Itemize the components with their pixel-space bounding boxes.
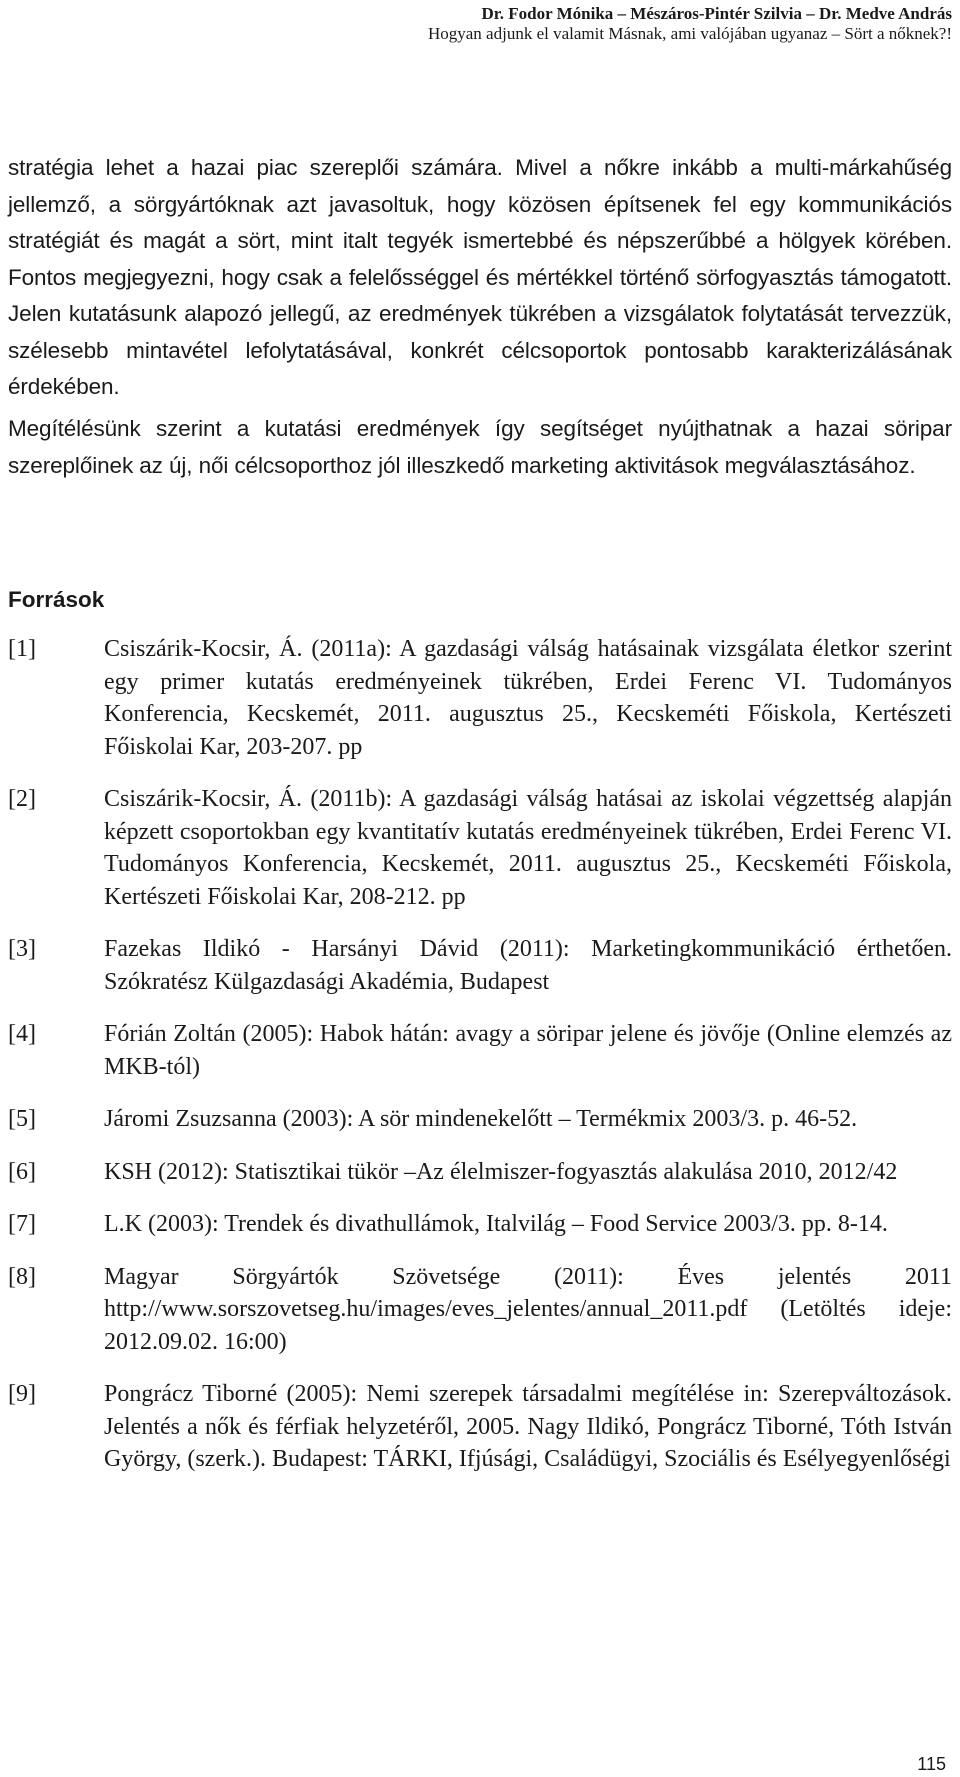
reference-text: Fazekas Ildikó - Harsányi Dávid (2011): Marketingkommunikáció érthetően. Szókratész Külgazdasági Akadémia, Budapest (104, 936, 952, 995)
reference-text: Csiszárik-Kocsir, Á. (2011a): A gazdasági válság hatásainak vizsgálata életkor szerint egy primer kutatás eredményeinek tükrében, Erdei Ferenc VI. Tudományos Konferencia, Kecskemét, 2011. augusztus 25., Kecskeméti Főiskola, Kertészeti Főiskolai Kar, 203-207. pp (104, 636, 952, 760)
reference-number: [1] (8, 636, 36, 662)
body-paragraph-1: stratégia lehet a hazai piac szereplői számára. Mivel a nőkre inkább a multi-márkahűség jellemző, a sörgyártóknak azt javasoltuk, hogy közösen építsenek fel egy kommunikációs stratégiát és magát a sört, mint italt tegyék ismertebbé és népszerűbbé a hölgyek körében. Fontos megjegyezni, hogy csak a felelősséggel és mértékkel történő sörfogyasztás támogatott. Jelen kutatásunk alapozó jellegű, az eredmények tükrében a vizsgálatok folytatását tervezzük, szélesebb mintavétel lefolytatásával, konkrét célcsoportok pontosabb karakterizálásának érdekében. (8, 155, 952, 399)
reference-item (8, 1103, 952, 1136)
body-paragraph-2: Megítélésünk szerint a kutatási eredmények így segítséget nyújthatnak a hazai söripar szereplőinek az új, női célcsoporthoz jól illeszkedő marketing aktivitások megválasztásához. (8, 416, 952, 478)
reference-number: [9] (8, 1381, 36, 1407)
page-number: 115 (917, 1754, 946, 1774)
reference-number: [6] (8, 1158, 36, 1185)
reference-text: KSH (2012): Statisztikai tükör –Az élelmiszer-fogyasztás alakulása 2010, 2012/42 (104, 1158, 898, 1185)
reference-item (8, 1261, 952, 1359)
reference-number: [2] (8, 786, 36, 812)
reference-list (8, 633, 952, 1496)
reference-item (8, 783, 952, 913)
reference-item (8, 1156, 952, 1189)
reference-text: Fórián Zoltán (2005): Habok hátán: avagy a söripar jelene és jövője (Online elemzés az MKB-tól) (104, 1021, 952, 1080)
reference-text: Pongrácz Tiborné (2005): Nemi szerepek társadalmi megítélése in: Szerepváltozások. Jelentés a nők és férfiak helyzetéről, 2005. Nagy Ildikó, Pongrácz Tiborné, Tóth István György, (szerk.). Budapest: TÁRKI, Ifjúsági, Családügyi, Szociális és Esélyegyenlőségi (104, 1381, 952, 1472)
running-header (428, 4, 952, 44)
reference-text: L.K (2003): Trendek és divathullámok, Italvilág – Food Service 2003/3. pp. 8-14. (104, 1211, 888, 1237)
reference-item (8, 1208, 952, 1241)
reference-item (8, 933, 952, 998)
reference-number: [5] (8, 1106, 36, 1132)
reference-text: Magyar Sörgyártók Szövetsége (2011): Éves jelentés 2011 http://www.sorszovetseg.hu/images/eves_jelentes/annual_2011.pdf (Letöltés ideje: 2012.09.02. 16:00) (104, 1263, 952, 1355)
reference-number: [7] (8, 1211, 36, 1237)
reference-item (8, 1018, 952, 1083)
reference-text: Járomi Zsuzsanna (2003): A sör mindenekelőtt – Termékmix 2003/3. p. 46-52. (104, 1106, 858, 1132)
header-title: Hogyan adjunk el valamit Másnak, ami valójában ugyanaz – Sört a nőknek?! (427, 24, 952, 43)
reference-item (8, 1378, 952, 1476)
reference-item (8, 633, 952, 763)
reference-number: [4] (8, 1021, 36, 1047)
reference-number: [3] (8, 936, 36, 962)
reference-text: Csiszárik-Kocsir, Á. (2011b): A gazdasági válság hatásai az iskolai végzettség alapján képzett csoportokban egy kvantitatív kutatás eredményeinek tükrében, Erdei Ferenc VI. Tudományos Konferencia, Kecskemét, 2011. augusztus 25., Kecskeméti Főiskola, Kertészeti Főiskolai Kar, 208-212. pp (104, 786, 952, 910)
sources-heading: Források (8, 587, 105, 612)
header-authors: Dr. Fodor Mónika – Mészáros-Pintér Szilvia – Dr. Medve András (481, 4, 952, 23)
reference-number: [8] (8, 1263, 36, 1290)
